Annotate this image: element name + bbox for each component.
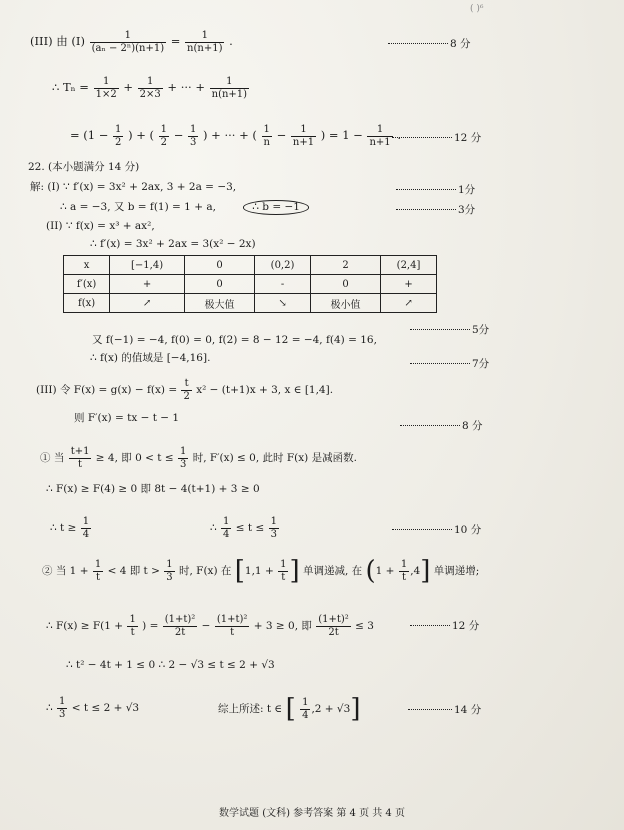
table-row: f(x) ↗ 极大值 ↘ 极小值 ↗: [64, 294, 437, 313]
line-case-1: ① 当 $\frac{t+1}{t}$ ≥ 4, 即 0 < t ≤ $\frac{1}{3}$ 时, F′(x) ≤ 0, 此时 F(x) 是减函数.: [40, 446, 357, 470]
circled-answer: ∴ b = −1: [243, 200, 309, 215]
line-a-value: ∴ a = −3, 又 b = f(1) = 1 + a, ∴ b = −1: [60, 200, 309, 215]
line-part1-derivative: 解: (I) ∵ f′(x) = 3x² + 2ax, 3 + 2a = −3,: [30, 181, 237, 193]
line-case-1-result: ∴ $\frac{1}{4}$ ≤ t ≤ $\frac{1}{3}$: [210, 516, 277, 540]
line-case-1-t: ∴ t ≥ $\frac{1}{4}$: [50, 516, 90, 540]
margin-note: ( )⁶: [470, 4, 484, 14]
line-part3-F: (III) 令 F(x) = g(x) − f(x) = $\frac{t}{2}$ x² − (t+1)x + 3, x ∈ [1,4].: [36, 378, 334, 402]
score-3: 3分: [396, 202, 475, 217]
line-derivative-factored: ∴ f′(x) = 3x² + 2ax = 3(x² − 2x): [90, 238, 256, 250]
line-case-1-inequality: ∴ F(x) ≥ F(4) ≥ 0 即 8t − 4(t+1) + 3 ≥ 0: [46, 483, 260, 495]
score-5: 5分: [410, 322, 489, 337]
line-part3-relation: (III) 由 (I) $\frac{1}{\text{(aₙ − 2ⁿ)(n+1)}}$ = $\frac{1}{n(n+1)}$ .: [30, 30, 233, 54]
score-7: 7分: [410, 356, 489, 371]
part-label: (III) 由 (I): [30, 34, 85, 48]
score-1: 1分: [396, 182, 475, 197]
page-footer: 数学试题 (文科) 参考答案 第 4 页 共 4 页: [219, 808, 405, 819]
score-12-a: 12 分: [392, 130, 481, 145]
line-case-2: ② 当 1 + $\frac{1}{t}$ < 4 即 t > $\frac{1}{3}$ 时, F(x) 在 [1,1 + $\frac{1}{t}$ ] 单调递减, 在 (1 + $\frac{1}{t}$ ,4] 单调递增;: [42, 556, 480, 586]
line-case-2-result: ∴ $\frac{1}{3}$ < t ≤ 2 + √3: [46, 696, 140, 720]
score-8-a: 8 分: [388, 36, 471, 51]
line-telescoping: = (1 − $\frac{1}{2}$ ) + ( $\frac{1}{2}$ − $\frac{1}{3}$ ) + ··· + ( $\frac{1}{n}$ − $\frac{1}{n+1}$ ) = 1 − $\frac{1}{n+1}$ .: [70, 124, 401, 148]
monotonicity-table: [63, 255, 437, 313]
line-range: ∴ f(x) 的值域是 [−4,16].: [90, 352, 211, 364]
line-tn-sum: ∴ Tₙ = $\frac{1}{1\times 2}$ + $\frac{1}{2\times 3}$ + ··· + $\frac{1}{n(n+1)}$: [52, 76, 248, 100]
fraction: $\frac{1}{\text{(aₙ − 2ⁿ)(n+1)}}$: [91, 30, 165, 54]
line-function-values: 又 f(−1) = −4, f(0) = 0, f(2) = 8 − 12 = −4, f(4) = 16,: [92, 334, 377, 346]
score-10: 10 分: [392, 522, 481, 537]
line-case-2-inequality: ∴ F(x) ≥ F(1 + $\frac{1}{t}$ ) = $\frac{\text{(1+t)²}}{2t}$ − $\frac{\text{(1+t)²}}{t}$ + 3 ≥ 0, 即 $\frac{\text{(1+t)²}}{2t}$ ≤ 3: [46, 614, 374, 638]
score-14: 14 分: [408, 702, 481, 717]
table-row: f′(x) + 0 - 0 +: [64, 275, 437, 294]
question-22-heading: 22. (本小题满分 14 分): [28, 161, 140, 173]
line-quadratic-bound: ∴ t² − 4t + 1 ≤ 0 ∴ 2 − √3 ≤ t ≤ 2 + √3: [66, 659, 275, 671]
table-row: x [−1,4) 0 (0,2) 2 (2,4]: [64, 256, 437, 275]
fraction: $\frac{1}{n(n+1)}$: [187, 30, 223, 54]
line-F-prime: 则 F′(x) = tx − t − 1: [74, 412, 180, 424]
line-conclusion: 综上所述: t ∈ [ $\frac{1}{4}$ ,2 + √3]: [218, 694, 361, 724]
score-8-b: 8 分: [400, 418, 483, 433]
line-part2-fx: (II) ∵ f(x) = x³ + ax²,: [46, 220, 155, 232]
score-12-b: 12 分: [410, 618, 479, 633]
